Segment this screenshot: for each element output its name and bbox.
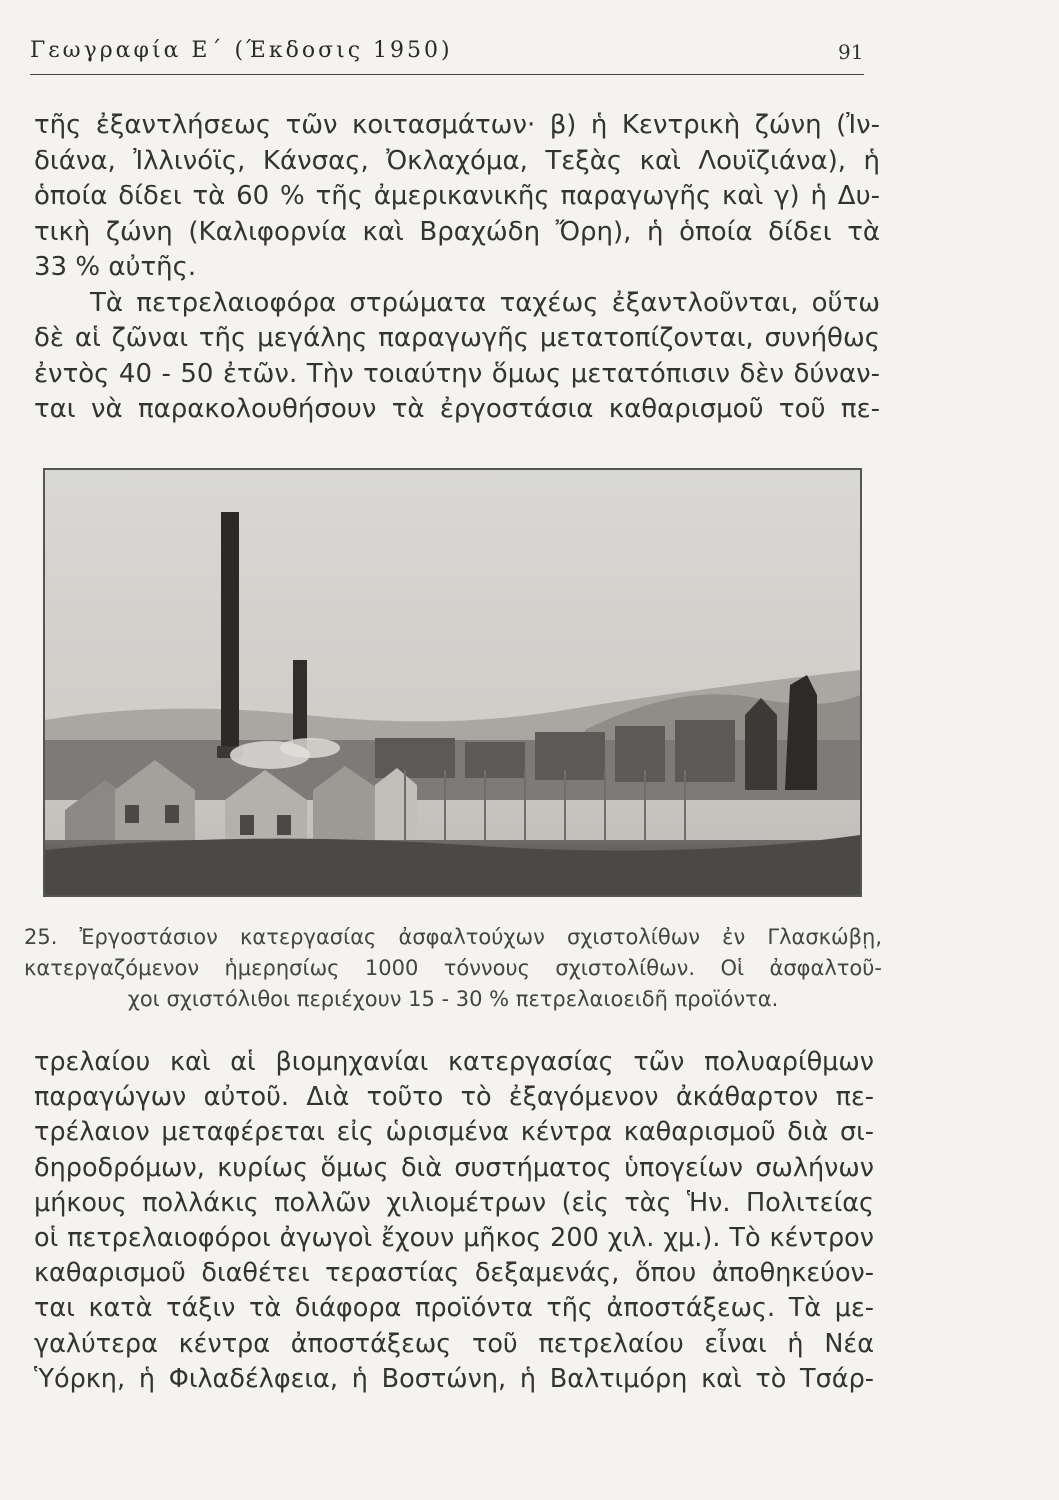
- figure-caption: [24, 922, 882, 1015]
- text-line: 33 % αὐτῆς.: [34, 252, 197, 282]
- text-line: Ὑόρκη, ἡ Φιλαδέλφεια, ἡ Βοστώνη, ἡ Βαλτιμόρη καὶ τὸ Τσάρ-: [34, 1363, 874, 1394]
- caption-line: κατεργαζόμενον ἡμερησίως 1000 τόννους σχιστολίθων. Οἱ ἀσφαλτοῦ-: [24, 956, 882, 980]
- text-line: καθαρισμοῦ διαθέτει τεραστίας δεξαμενάς, ὅπου ἀποθηκεύον-: [34, 1258, 874, 1289]
- text-line: γαλύτερα κέντρα ἀποστάξεως τοῦ πετρελαίου εἶναι ἡ Νέα: [34, 1328, 874, 1359]
- text-line: ται κατὰ τάξιν τὰ διάφορα προϊόντα τῆς ἀποστάξεως. Τὰ με-: [34, 1293, 874, 1324]
- caption-line: χοι σχιστόλιθοι περιέχουν 15 - 30 % πετρελαιοειδῆ προϊόντα.: [127, 987, 779, 1011]
- text-line: τῆς ἐξαντλήσεως τῶν κοιτασμάτων· β) ἡ Κεντρικὴ ζώνη (Ἰν-: [34, 110, 880, 140]
- text-line: οἱ πετρελαιοφόροι ἀγωγοὶ ἔχουν μῆκος 200 χιλ. χμ.). Τὸ κέντρον: [34, 1222, 874, 1253]
- top-text-block: [34, 108, 880, 428]
- running-title: Γεωγραφία Ε΄ (Έκδοσις 1950): [30, 38, 453, 63]
- running-header: [30, 38, 864, 75]
- text-line: δηροδρόμων, κυρίως ὅμως διὰ συστήματος ὑπογείων σωλήνων: [34, 1152, 874, 1183]
- text-line: Τὰ πετρελαιοφόρα στρώματα ταχέως ἐξαντλοῦνται, οὕτω: [90, 287, 880, 318]
- text-line: ἐντὸς 40 - 50 ἐτῶν. Τὴν τοιαύτην ὅμως μετατόπισιν δὲν δύναν-: [34, 358, 880, 389]
- text-line: παραγώγων αὐτοῦ. Διὰ τοῦτο τὸ ἐξαγόμενον ἀκάθαρτον πε-: [34, 1082, 874, 1113]
- text-line: διάνα, Ἰλλινόϊς, Κάνσας, Ὀκλαχόμα, Τεξὰς καὶ Λουϊζιάνα), ἡ: [34, 145, 880, 176]
- page-number: 91: [838, 40, 864, 64]
- text-line: τικὴ ζώνη (Καλιφορνία καὶ Βραχώδη Ὄρη), ἡ ὁποία δίδει τὰ: [34, 216, 880, 247]
- caption-line: 25. Ἐργοστάσιον κατεργασίας ἀσφαλτούχων σχιστολίθων ἐν Γλασκώβῃ,: [24, 925, 882, 949]
- text-line: τρέλαιον μεταφέρεται εἰς ὡρισμένα κέντρα καθαρισμοῦ διὰ σι-: [34, 1117, 874, 1148]
- text-line: ὁποία δίδει τὰ 60 % τῆς ἀμερικανικῆς παραγωγῆς καὶ γ) ἡ Δυ-: [34, 181, 880, 211]
- text-line: δὲ αἱ ζῶναι τῆς μεγάλης παραγωγῆς μετατοπίζονται, συνήθως: [34, 323, 880, 353]
- bottom-text-block: [34, 1045, 874, 1397]
- text-line: ται νὰ παρακολουθήσουν τὰ ἐργοστάσια καθαρισμοῦ τοῦ πε-: [34, 394, 880, 424]
- text-line: τρελαίου καὶ αἱ βιομηχανίαι κατεργασίας τῶν πολυαρίθμων: [34, 1047, 874, 1077]
- text-line: μήκους πολλάκις πολλῶν χιλιομέτρων (εἰς τὰς Ἡν. Πολιτείας: [34, 1187, 874, 1218]
- factory-photograph: [43, 468, 862, 897]
